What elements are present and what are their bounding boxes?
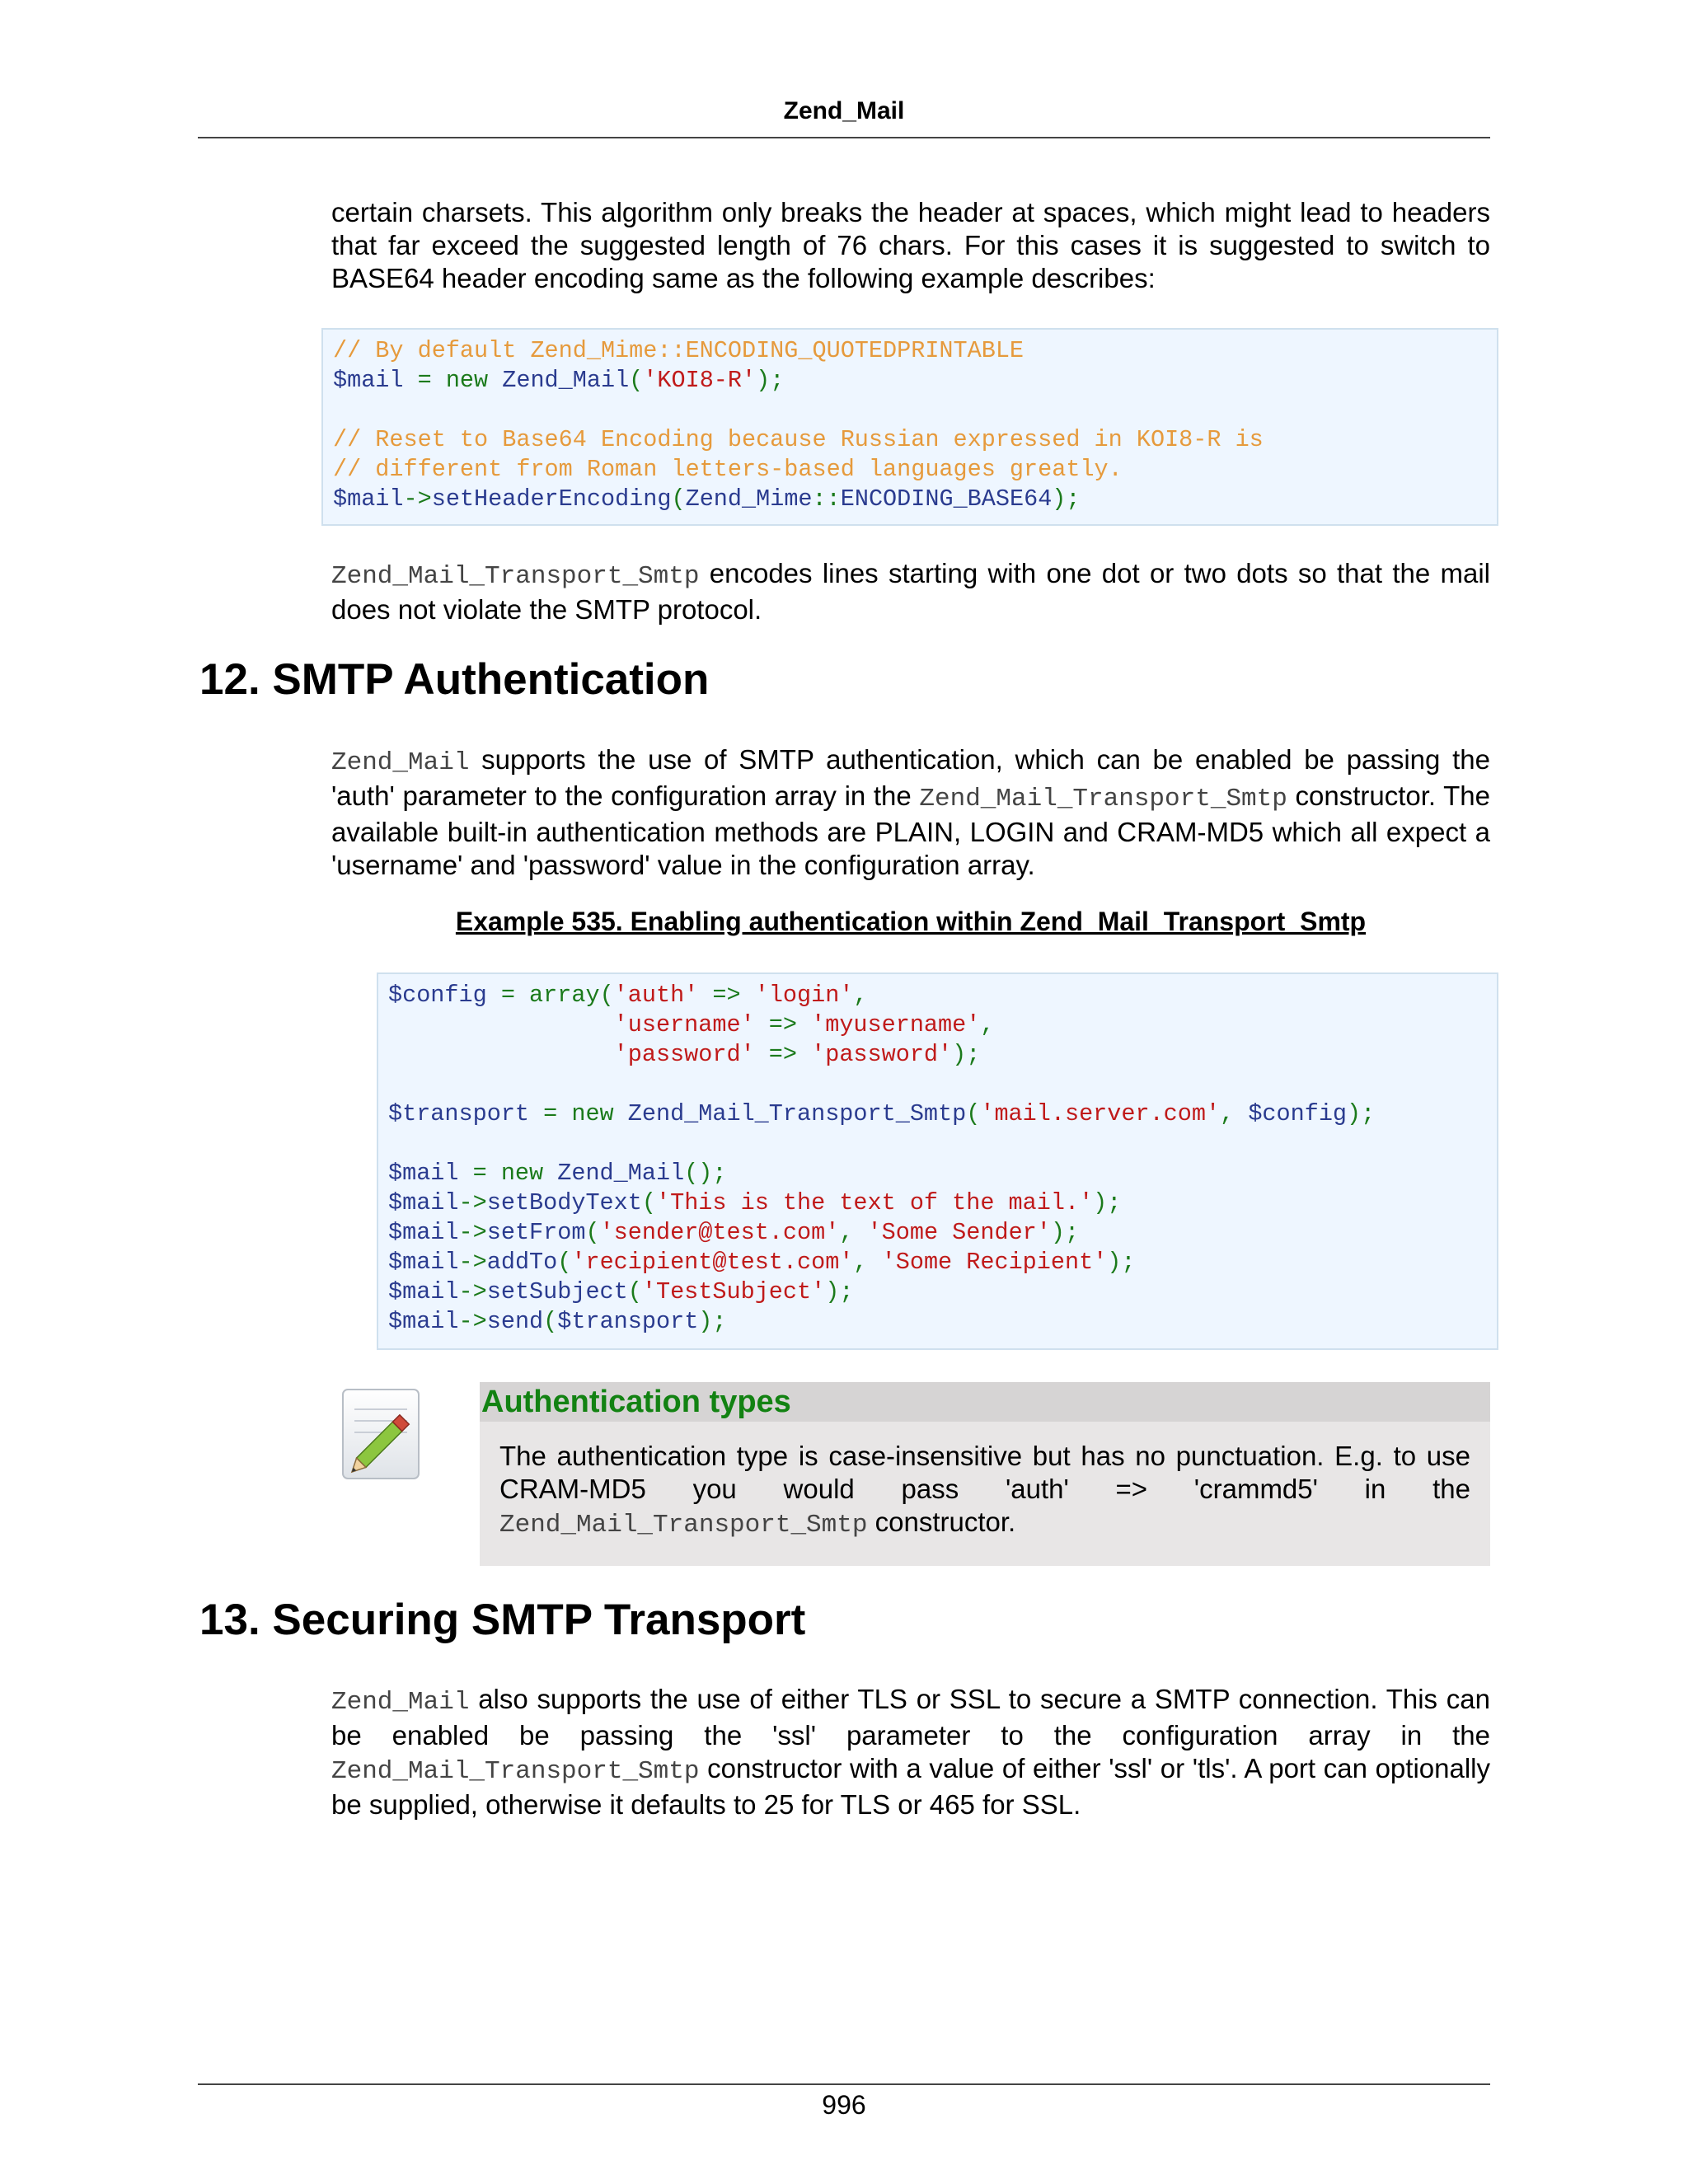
code-token: 'auth'	[613, 982, 699, 1009]
paragraph-text: constructor with a value of either 'ssl' or 'tls'. A port can optionally be supplied, otherwise it defaults to 25 for TLS or 465 for SSL.	[331, 1753, 1490, 1820]
code-token: 'myusername'	[811, 1011, 981, 1038]
code-token: );	[756, 367, 785, 394]
code-token: ->	[458, 1189, 487, 1216]
code-token: $mail	[333, 367, 404, 394]
code-token: ();	[684, 1160, 727, 1187]
code-token: $transport	[557, 1308, 699, 1335]
code-token: 'TestSubject'	[641, 1278, 826, 1305]
code-token: 'mail.server.com'	[980, 1100, 1221, 1127]
code-token: $mail	[333, 485, 404, 513]
code-line	[333, 425, 1487, 455]
page-header-title: Zend_Mail	[783, 97, 905, 124]
code-line	[388, 1099, 1487, 1129]
code-token: // different from Roman letters-based languages greatly.	[333, 456, 1123, 483]
code-token: 'This is the text of the mail.'	[655, 1189, 1094, 1216]
code-token: setSubject	[486, 1278, 628, 1305]
code-token: );	[1050, 1219, 1080, 1246]
code-token: 'Some Sender'	[867, 1219, 1051, 1246]
paragraph-text: encodes lines starting with one dot or two dots so that the mail does not violate the SMTP protocol.	[331, 558, 1490, 625]
code-token: ->	[458, 1278, 487, 1305]
code-token: =>	[754, 1011, 812, 1038]
code-token: 'Some Recipient'	[881, 1249, 1108, 1276]
code-line	[388, 1218, 1487, 1248]
code-token: (	[585, 1219, 600, 1246]
code-line	[333, 336, 1487, 366]
code-token: addTo	[486, 1249, 558, 1276]
code-line	[388, 1307, 1487, 1337]
securing-smtp-paragraph	[331, 1683, 1490, 1821]
header-rule	[198, 137, 1490, 138]
footer-rule	[198, 2083, 1490, 2085]
code-token: ENCODING_BASE64	[840, 485, 1053, 513]
code-token: array	[529, 982, 600, 1009]
code-token: );	[825, 1278, 854, 1305]
paragraph-text: supports the use of SMTP authentication, which can be enabled be passing the 'auth' parameter to the configuration array in the	[331, 744, 1490, 811]
code-token: );	[1052, 485, 1081, 513]
example-title: Example 535. Enabling authentication within Zend_Mail_Transport_Smtp	[455, 907, 1367, 936]
code-token: =	[529, 1100, 572, 1127]
code-line	[388, 1070, 1487, 1099]
code-token: // By default Zend_Mime::ENCODING_QUOTEDPRINTABLE	[333, 337, 1025, 364]
code-token: $mail	[388, 1219, 459, 1246]
code-line	[388, 981, 1487, 1010]
code-line	[333, 455, 1487, 485]
note-body-text: The authentication type is case-insensitive but has no punctuation. E.g. to use CRAM-MD5 you would pass 'auth' => 'crammd5' in the	[499, 1441, 1470, 1504]
note-title: Authentication types	[480, 1382, 1490, 1422]
code-token: ,	[980, 1011, 995, 1038]
code-line	[333, 366, 1487, 396]
inline-code: Zend_Mail_Transport_Smtp	[919, 785, 1287, 813]
code-line	[388, 1129, 1487, 1159]
code-token: Zend_Mail	[543, 1160, 685, 1187]
code-token: ,	[839, 1219, 868, 1246]
code-token: =>	[754, 1041, 812, 1068]
code-token: $mail	[388, 1189, 459, 1216]
code-token: (	[966, 1100, 981, 1127]
smtp-auth-paragraph	[331, 743, 1490, 882]
code-token: );	[952, 1041, 981, 1068]
code-token: (	[599, 982, 614, 1009]
inline-code: Zend_Mail	[331, 1688, 470, 1717]
code-token: (	[629, 367, 644, 394]
code-token: setHeaderEncoding	[431, 485, 672, 513]
code-token: Zend_Mail_Transport_Smtp	[613, 1100, 967, 1127]
intro-paragraph: certain charsets. This algorithm only breaks the header at spaces, which might lead to headers that far exceed the suggested length of 76 chars. For this cases it is suggested to switch to BASE64 header encoding same as the following example describes:	[331, 197, 1490, 293]
code-token: =>	[698, 982, 755, 1009]
pencil-note-icon	[336, 1385, 427, 1483]
code-line	[388, 1010, 1487, 1040]
code-token: new	[571, 1100, 614, 1127]
note-body-text-end: constructor.	[867, 1507, 1016, 1537]
code-token: (	[543, 1308, 558, 1335]
code-line	[388, 1040, 1487, 1070]
code-token: $mail	[388, 1278, 459, 1305]
code-token: (	[641, 1189, 656, 1216]
code-block-smtp-auth-example	[377, 972, 1498, 1350]
code-line	[388, 1188, 1487, 1218]
inline-code: Zend_Mail_Transport_Smtp	[499, 1511, 868, 1540]
code-token: ->	[458, 1249, 487, 1276]
code-token: 'password'	[811, 1041, 953, 1068]
code-token: $mail	[388, 1160, 459, 1187]
code-line	[388, 1277, 1487, 1307]
code-token: );	[698, 1308, 727, 1335]
code-line	[388, 1248, 1487, 1277]
code-token: );	[1093, 1189, 1122, 1216]
paragraph-text: also supports the use of either TLS or SSL to secure a SMTP connection. This can be enabled be passing the 'ssl' parameter to the configuration array in the	[331, 1684, 1490, 1750]
code-block-header-encoding	[321, 328, 1498, 526]
code-token: // Reset to Base64 Encoding because Russian expressed in KOI8-R is	[333, 426, 1264, 453]
code-token: Zend_Mail	[488, 367, 630, 394]
code-token: new	[500, 1160, 544, 1187]
code-token: 'password'	[388, 1041, 755, 1068]
page-number: 996	[822, 2090, 866, 2120]
code-token: (	[557, 1249, 572, 1276]
code-token: 'sender@test.com'	[599, 1219, 840, 1246]
code-token: ,	[1220, 1100, 1249, 1127]
code-token: new	[445, 367, 489, 394]
code-line	[333, 396, 1487, 425]
code-token: =	[403, 367, 446, 394]
code-token: 'username'	[388, 1011, 755, 1038]
code-token: );	[1347, 1100, 1376, 1127]
note-text	[480, 1422, 1490, 1542]
code-token: );	[1107, 1249, 1136, 1276]
code-token: =	[458, 1160, 501, 1187]
code-token: (	[671, 485, 686, 513]
section-title-securing-smtp: 13. Securing SMTP Transport	[199, 1596, 806, 1644]
transport-smtp-paragraph	[331, 557, 1490, 626]
code-token: (	[627, 1278, 642, 1305]
code-token: ->	[403, 485, 432, 513]
code-token: Zend_Mime	[685, 485, 813, 513]
inline-code: Zend_Mail_Transport_Smtp	[331, 562, 700, 591]
code-line	[388, 1159, 1487, 1188]
code-token: $config	[1248, 1100, 1348, 1127]
code-token: ,	[853, 982, 868, 1009]
code-token: ->	[458, 1308, 487, 1335]
paragraph-text: constructor. The available built-in authentication methods are PLAIN, LOGIN and CRAM-MD5 which all expect a 'username' and 'password' value in the configuration array.	[331, 780, 1490, 880]
code-token: =	[486, 982, 530, 1009]
code-token: send	[486, 1308, 544, 1335]
code-token: ::	[812, 485, 841, 513]
code-token: 'login'	[754, 982, 854, 1009]
inline-code: Zend_Mail_Transport_Smtp	[331, 1757, 700, 1786]
code-line	[333, 485, 1487, 514]
code-token: 'KOI8-R'	[643, 367, 757, 394]
section-title-smtp-authentication: 12. SMTP Authentication	[199, 655, 710, 704]
code-token: ->	[458, 1219, 487, 1246]
note-box	[480, 1382, 1490, 1566]
inline-code: Zend_Mail	[331, 748, 470, 777]
code-token: 'recipient@test.com'	[571, 1249, 854, 1276]
code-token: setBodyText	[486, 1189, 642, 1216]
code-token: $mail	[388, 1308, 459, 1335]
code-token: $transport	[388, 1100, 530, 1127]
code-token: ,	[853, 1249, 882, 1276]
code-token: $config	[388, 982, 487, 1009]
code-token: $mail	[388, 1249, 459, 1276]
code-token: setFrom	[486, 1219, 586, 1246]
